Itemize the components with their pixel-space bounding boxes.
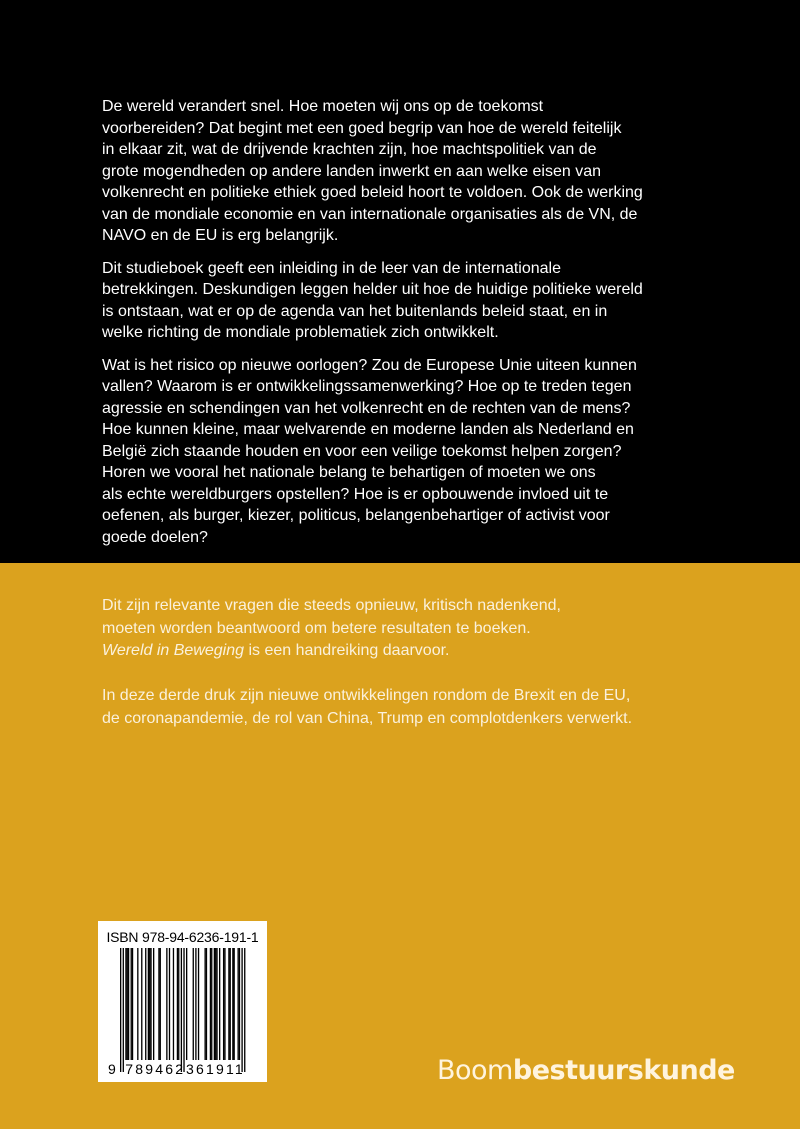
barcode-bar bbox=[148, 948, 149, 1060]
blurb bbox=[102, 96, 742, 559]
barcode-bar bbox=[216, 948, 217, 1060]
barcode-bar bbox=[186, 948, 187, 1060]
barcode-bar bbox=[239, 948, 240, 1060]
barcode-bar bbox=[244, 948, 245, 1072]
barcode-bar bbox=[183, 948, 184, 1072]
barcode-bar bbox=[210, 948, 211, 1060]
book-title: Wereld in Beweging bbox=[102, 642, 245, 659]
barcode-bar bbox=[166, 948, 167, 1060]
blurb-paragraph-1: De wereld verandert snel. Hoe moeten wij ons op de toekomst voorbereiden? Dat begint met een goed begrip van hoe de wereld feitelijk in elkaar zit, wat de drijvende krachten zijn, hoe machtspolitiek van de grote mogendheden op andere landen inwerkt en aan welke eisen van volkenrecht en politieke ethiek goed beleid hoort te voldoen. Ook de werking van de mondiale economie en van internationale organisaties als de VN, de NAVO en de EU is erg belangrijk. bbox=[102, 98, 643, 244]
barcode-digit-first: 9 bbox=[108, 1061, 118, 1077]
barcode-bar bbox=[204, 948, 205, 1060]
barcode-bar bbox=[169, 948, 170, 1060]
barcode-bar bbox=[193, 948, 194, 1060]
barcode-bar bbox=[149, 948, 150, 1060]
barcode-bar bbox=[214, 948, 215, 1060]
isbn-label: ISBN 978-94-6236-191-1 bbox=[106, 929, 259, 945]
barcode-bar bbox=[132, 948, 133, 1060]
closing-text bbox=[102, 595, 742, 753]
barcode-bar bbox=[223, 948, 224, 1060]
logo-part-boom: Boom bbox=[437, 1055, 513, 1086]
blurb-paragraph-2: Dit studieboek geeft een inleiding in de leer van de internationale betrekkingen. Deskundigen leggen helder uit hoe de huidige politieke wereld is ontstaan, wat er op de agenda van het buitenlands beleid staat, en in welke richting de mondiale problematiek zich ontwikkelt. bbox=[102, 259, 643, 341]
closing-text-start: Dit zijn relevante vragen die steeds opnieuw, kritisch nadenkend, moeten worden beantwoord om betere resultaten te boeken. bbox=[102, 597, 561, 637]
barcode-bar bbox=[123, 948, 124, 1072]
barcode-digits-left: 789462 bbox=[125, 1061, 186, 1077]
closing-paragraph-2: In deze derde druk zijn nieuwe ontwikkelingen rondom de Brexit en de EU, de coronapandemie, de rol van China, Trump en complotdenkers verwerkt. bbox=[102, 687, 633, 727]
barcode-bar bbox=[150, 948, 151, 1060]
barcode-bar bbox=[141, 948, 142, 1060]
barcode-bar bbox=[120, 948, 121, 1072]
isbn-barcode bbox=[98, 921, 267, 1082]
barcode-bar bbox=[173, 948, 174, 1060]
publisher-logo bbox=[437, 1055, 735, 1086]
barcode-bar bbox=[160, 948, 161, 1060]
barcode-bar bbox=[137, 948, 138, 1060]
logo-part-bestuurskunde: bestuurskunde bbox=[512, 1055, 735, 1086]
barcode-bar bbox=[127, 948, 128, 1060]
barcode-bar bbox=[219, 948, 220, 1060]
barcode-bar bbox=[232, 948, 233, 1060]
barcode-bar bbox=[215, 948, 216, 1060]
barcode-bar bbox=[128, 948, 129, 1060]
closing-paragraph-1 bbox=[102, 595, 742, 663]
barcode-bar bbox=[158, 948, 159, 1060]
barcode-digits-right: 361911 bbox=[186, 1061, 245, 1077]
barcode-bar bbox=[178, 948, 179, 1060]
barcode-bar bbox=[181, 948, 182, 1072]
barcode-bar bbox=[195, 948, 196, 1060]
black-panel bbox=[0, 0, 800, 563]
barcode-bar bbox=[125, 948, 126, 1060]
barcode-bar bbox=[177, 948, 178, 1060]
barcode-bar bbox=[131, 948, 132, 1060]
barcode-bar bbox=[153, 948, 154, 1060]
barcode-bar bbox=[237, 948, 238, 1060]
barcode-bar bbox=[234, 948, 235, 1060]
barcode-bar bbox=[206, 948, 207, 1060]
barcode-graphic bbox=[98, 921, 267, 1082]
barcode-bar bbox=[241, 948, 242, 1072]
closing-text-end: is een handreiking daarvoor. bbox=[244, 642, 450, 659]
barcode-bar bbox=[211, 948, 212, 1060]
barcode-bar bbox=[230, 948, 231, 1060]
barcode-bar bbox=[224, 948, 225, 1060]
barcode-bar bbox=[228, 948, 229, 1060]
barcode-bar bbox=[198, 948, 199, 1060]
blurb-paragraph-3: Wat is het risico op nieuwe oorlogen? Zou de Europese Unie uiteen kunnen vallen? Waarom is er ontwikkelingssamenwerking? Hoe op te treden tegen agressie en schendingen van het volkenrecht en de rechten van de mens? Hoe kunnen kleine, maar welvarende en moderne landen als Nederland en België zich staande houden en voor een veilige toekomst helpen zorgen? Horen we vooral het nationale belang te behartigen of moeten we ons als echte wereldburgers opstellen? Hoe is er opbouwende invloed uit te oefenen, als burger, kiezer, politicus, belangenbehartiger of activist voor goede doelen? bbox=[102, 356, 637, 546]
barcode-bar bbox=[145, 948, 146, 1060]
